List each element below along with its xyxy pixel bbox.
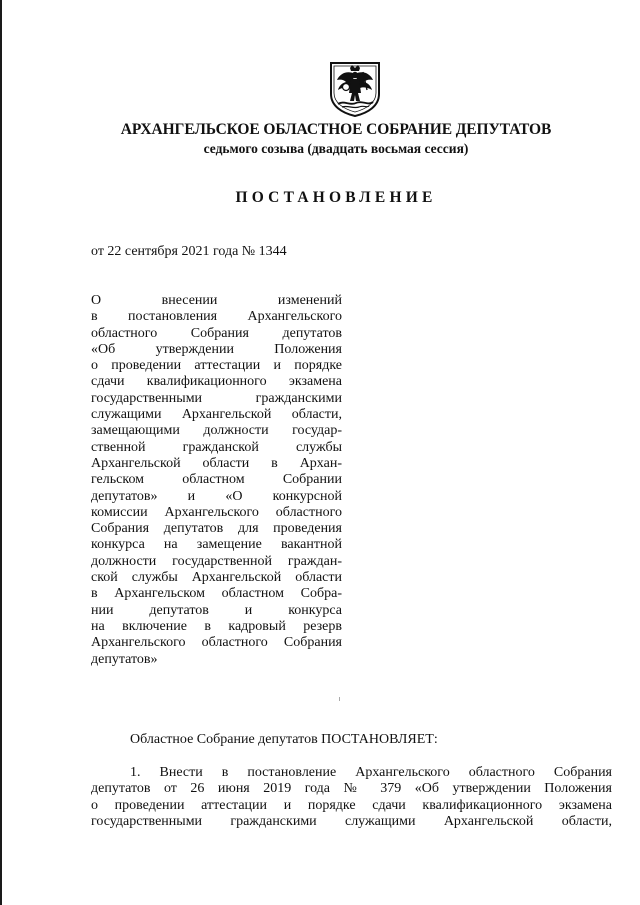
subject-line: депутатов» и «О конкурсной — [91, 488, 342, 504]
subject-line: о проведении аттестации и порядке — [91, 358, 342, 374]
subject-line: в постановления Архангельского — [91, 309, 342, 325]
subject-line: «Об утверждении Положения — [91, 341, 342, 357]
coat-of-arms-icon — [328, 60, 382, 118]
subject-line: служащими Архангельской области, — [91, 407, 342, 423]
document-date-number: от 22 сентября 2021 года № 1344 — [91, 244, 287, 259]
resolves-statement: Областное Собрание депутатов ПОСТАНОВЛЯЕТ: — [130, 732, 438, 747]
subject-line: комиссии Архангельского областного — [91, 504, 342, 520]
resolution-subject — [91, 293, 342, 668]
subject-line: государственными гражданскими — [91, 390, 342, 406]
subject-line: конкурса на замещение вакантной — [91, 537, 342, 553]
scan-mark — [339, 697, 340, 701]
subject-line: на включение в кадровый резерв — [91, 618, 342, 634]
subject-line: Архангельской области в Архан- — [91, 455, 342, 471]
subject-line: ственной гражданской службы — [91, 439, 342, 455]
subject-line: сдачи квалификационного экзамена — [91, 374, 342, 390]
subject-line: областного Собрания депутатов — [91, 325, 342, 341]
convocation-subtitle: седьмого созыва (двадцать восьмая сессия) — [203, 141, 469, 156]
paragraph-line: о проведении аттестации и порядке сдачи квалификационного экзамена — [91, 797, 612, 813]
subject-line: нии депутатов и конкурса — [91, 602, 342, 618]
subject-line: должности государственной граждан- — [91, 553, 342, 569]
subject-line: депутатов» — [91, 651, 158, 667]
subject-line: гельском областном Собрании — [91, 472, 342, 488]
subject-line: в Архангельском областном Собра- — [91, 586, 342, 602]
organization-title: АРХАНГЕЛЬСКОЕ ОБЛАСТНОЕ СОБРАНИЕ ДЕПУТАТОВ — [120, 121, 552, 138]
document-type-heading: ПОСТАНОВЛЕНИЕ — [235, 189, 437, 206]
subject-line: Архангельского областного Собрания — [91, 635, 342, 651]
paragraph-item-1 — [91, 765, 612, 830]
subject-line: замещающими должности государ- — [91, 423, 342, 439]
subject-line: ской службы Архангельской области — [91, 570, 342, 586]
subject-line: Собрания депутатов для проведения — [91, 521, 342, 537]
subject-line: О внесении изменений — [91, 293, 342, 308]
paragraph-line: государственными гражданскими служащими Архангельской области, — [91, 813, 612, 829]
paragraph-line: 1. Внести в постановление Архангельского областного Собрания — [130, 765, 612, 780]
paragraph-line: депутатов от 26 июня 2019 года № 379 «Об утверждении Положения — [91, 781, 612, 797]
